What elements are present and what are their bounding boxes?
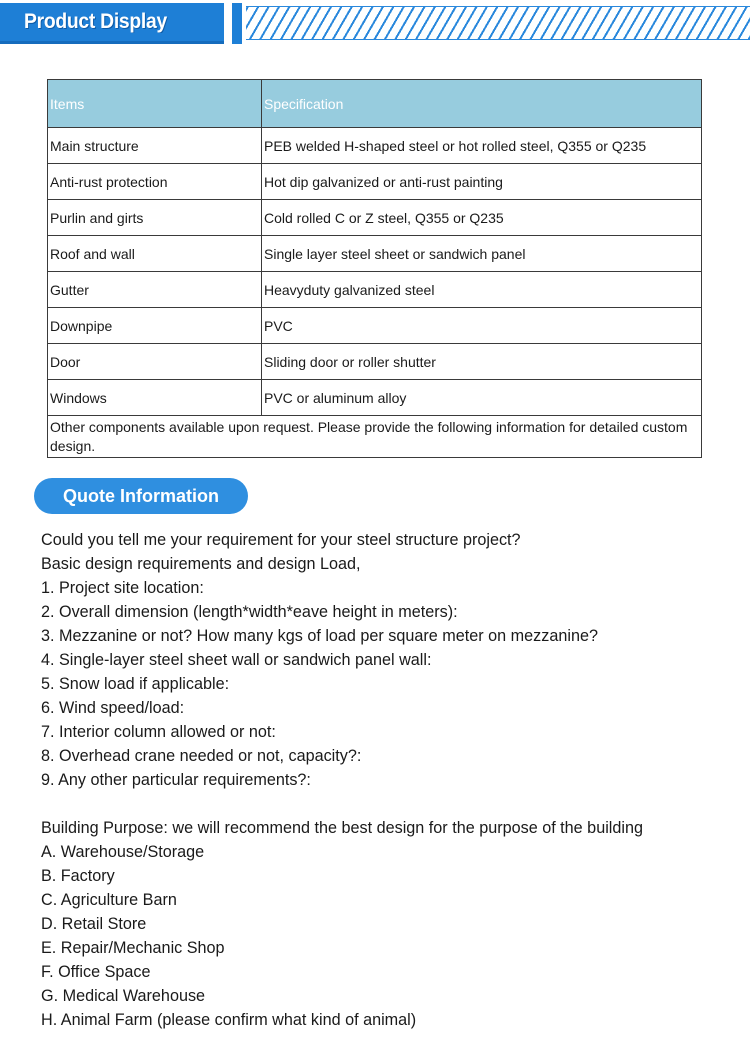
spec-table [47, 79, 702, 458]
requirement-item: 9. Any other particular requirements?: [41, 771, 311, 789]
quote-information-label: Quote Information [63, 486, 219, 506]
purpose-item: C. Agriculture Barn [41, 891, 177, 909]
intro-text: Could you tell me your requirement for your steel structure project? [41, 531, 521, 549]
table-header-row [48, 80, 702, 128]
specification-cell: Hot dip galvanized or anti-rust painting [262, 164, 702, 200]
requirements-list [41, 576, 741, 792]
quote-information-button[interactable] [34, 478, 248, 514]
requirement-item: 6. Wind speed/load: [41, 699, 185, 717]
table-row [48, 272, 702, 308]
table-row [48, 236, 702, 272]
table-row [48, 344, 702, 380]
item-cell: Main structure [48, 128, 262, 164]
specification-cell: PEB welded H-shaped steel or hot rolled steel, Q355 or Q235 [262, 128, 702, 164]
specification-cell: Single layer steel sheet or sandwich panel [262, 236, 702, 272]
requirement-item: 8. Overhead crane needed or not, capacity?: [41, 747, 362, 765]
table-note-row [48, 416, 702, 458]
item-cell: Downpipe [48, 308, 262, 344]
specification-cell: PVC or aluminum alloy [262, 380, 702, 416]
quote-content [41, 528, 741, 1032]
specification-cell: Cold rolled C or Z steel, Q355 or Q235 [262, 200, 702, 236]
specification-cell: PVC [262, 308, 702, 344]
purpose-item: B. Factory [41, 867, 115, 885]
purpose-item: A. Warehouse/Storage [41, 843, 205, 861]
item-cell: Gutter [48, 272, 262, 308]
header-banner [0, 0, 750, 46]
purpose-list [41, 840, 741, 1032]
item-cell: Roof and wall [48, 236, 262, 272]
requirement-item: 2. Overall dimension (length*width*eave height in meters): [41, 603, 458, 621]
banner-stripes [246, 6, 750, 40]
table-row [48, 380, 702, 416]
item-cell: Purlin and girts [48, 200, 262, 236]
requirement-item: 4. Single-layer steel sheet wall or sandwich panel wall: [41, 651, 432, 669]
purpose-item: F. Office Space [41, 963, 151, 981]
table-row [48, 200, 702, 236]
table-row [48, 164, 702, 200]
purpose-item: H. Animal Farm (please confirm what kind of animal) [41, 1011, 417, 1029]
requirement-item: 3. Mezzanine or not? How many kgs of load per square meter on mezzanine? [41, 627, 598, 645]
section-title: Product Display [24, 10, 167, 33]
requirement-item: 5. Snow load if applicable: [41, 675, 230, 693]
banner-divider [232, 3, 242, 44]
table-note: Other components available upon request. Please provide the following information for detailed custom design. [48, 416, 702, 458]
item-cell: Windows [48, 380, 262, 416]
purpose-item: G. Medical Warehouse [41, 987, 206, 1005]
specification-cell: Sliding door or roller shutter [262, 344, 702, 380]
specification-cell: Heavyduty galvanized steel [262, 272, 702, 308]
requirement-item: 1. Project site location: [41, 579, 204, 597]
column-header-items: Items [48, 80, 262, 128]
table-row [48, 128, 702, 164]
item-cell: Door [48, 344, 262, 380]
requirement-item: 7. Interior column allowed or not: [41, 723, 276, 741]
item-cell: Anti-rust protection [48, 164, 262, 200]
basic-requirements-text: Basic design requirements and design Load, [41, 555, 361, 573]
spacer [41, 792, 741, 816]
purpose-item: E. Repair/Mechanic Shop [41, 939, 225, 957]
purpose-item: D. Retail Store [41, 915, 147, 933]
purpose-heading: Building Purpose: we will recommend the best design for the purpose of the building [41, 819, 643, 837]
column-header-specification: Specification [262, 80, 702, 128]
table-row [48, 308, 702, 344]
section-title-box [0, 3, 224, 44]
